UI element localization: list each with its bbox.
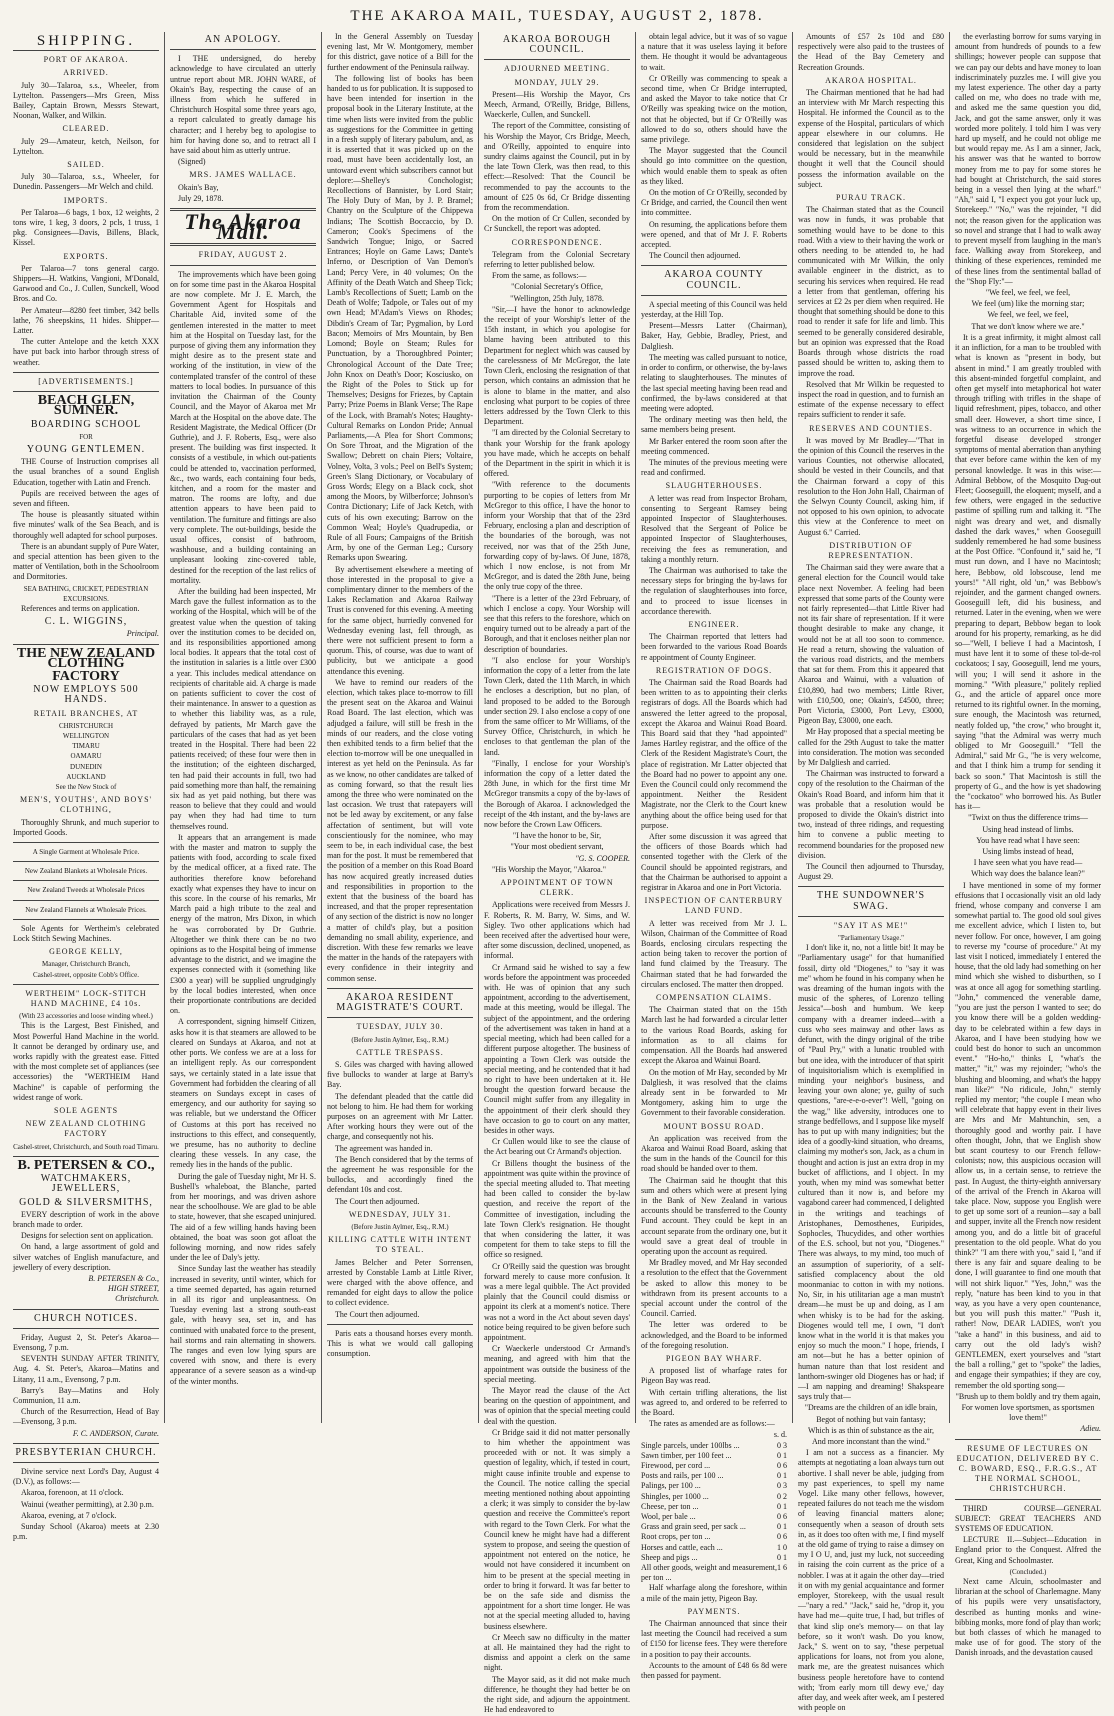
council-text: Cr Bridge said it did not matter personally to him whether the appointment was proceeded with or not. It was simply a question of legality, which, if tested in court, might cause infinite trouble and expense to the Council. The notice calling the special meeting mentioned nothing about appointing a clerk; it was simply to consider the by-law question and receive the Committee's report with regard to the Town Clerk. For what the Council knew he might have had a different system to propose, and seeing the question of appointment not entered on the notice, he would not have considered it incumbent on him to be present at the special meeting in order to bring it forward. It was far better to be on the safe side and dismiss the appointment for a short time longer. He was not at the special meeting alluded to, having business elsewhere.	[484, 1427, 630, 1631]
editorial-text: The improvements which have been going on for some time past in the Akaroa Hospital are now complete. Mr J. E. March, the Government Agent for Hospitals and Charitable Aid, invited some of the gentlemen interested in the matter to meet him at the Hospital on Tuesday last, for the purpose of giving them any information they might desire as to the present state and working of the institution, in view of the contemplated transfer of the control of these matters to local bodies. In pursuance of this invitation the Chairman of the County Council, and the Mayor of Akaroa met Mr March at the Hospital on the above date. The Resident Magistrate, the Medical Officer (Dr Guthrie), and J. F. Roberts, Esq., were also present. The building was first inspected. It consists of a vestibule, in which out-patients could be attended to, vaccination performed, &c., two wards, each containing four beds, kitchen, and a room for the master and matron. The rooms are lofty, and due attention appears to have been paid to ventilation. The furniture and fittings are also very complete. The out-buildings, beside the usual offices, consist of bathroom, washhouse, and a building containing an unpleasant looking zinc-covered table, destined for the reception of the last relics of mortality.	[170, 269, 316, 585]
council-text: On the motion of Cr O'Reilly, seconded by Cr Bridge, and carried, the Council then went into committee.	[641, 188, 787, 218]
rate-value: 0 6	[777, 1532, 787, 1542]
section-heading: SLAUGHTERHOUSES.	[665, 481, 763, 491]
rate-item: Posts and rails, per 100 ...	[641, 1471, 724, 1481]
presbyterian-heading: PRESBYTERIAN CHURCH.	[15, 1446, 157, 1458]
lecture-heading: RESUME OF LECTURES ON EDUCATION, DELIVERED BY C. C. BOWARD, ESQ., F.R.G.S., AT THE NORMAL SCHOOL, CHRISTCHURCH.	[956, 1443, 1100, 1494]
verse-line: Using head instead of limbs.	[982, 824, 1074, 834]
council-text: The Chairman was authorised to take the necessary steps for bringing the by-laws for the regulation of slaughterhouses into force, and to proceed to issue licenses in accordance therewith.	[641, 565, 787, 616]
column-7	[950, 32, 1106, 1658]
council-text: The Chairman stated that on the 15th March last he had forwarded a circular letter to the various Road Boards, asking for information as to all claims for compensation. All the Boards had answered except the Akaroa and Wainui Board.	[641, 1005, 787, 1066]
council-text: With certain trifling alterations, the list was agreed to, and ordered to be referred to the Board.	[641, 1387, 787, 1417]
apology-signature: MRS. JAMES WALLACE.	[189, 170, 297, 180]
council-text: The letter was ordered to be acknowledged, and the Board to be informed of the foregoing resolution.	[641, 1320, 787, 1350]
council-text: "With reference to the documents purporting to be copies of letters from Mr McGregor to this office, I have the honor to inform your Worship that that of the 23rd February, enclosing a plan and description of the boundaries of the borough, was not received, nor was that of the 25th June, forwarding copy of by-laws. Of June, 1878, which I now enclose, is not from Mr McGregor, and is dated the 28th June, being the only true copy of the three.	[484, 480, 630, 592]
shipping-note: The cutter Antelope and the ketch XXX have put back into harbor through stress of weather.	[13, 337, 159, 367]
council-text: The Chairman announced that since their last meeting the Council had received a sum of £150 for license fees. They were therefore in a position to pay their accounts.	[641, 1619, 787, 1659]
council-text: "I am directed by the Colonial Secretary to thank your Worship for the frank apology you have made, which he accepts on behalf of the Department in the spirit in which it is offered.	[484, 428, 630, 479]
school-text: THE Course of Instruction comprises all the usual branches of a sound English Education, together with Latin and French.	[13, 457, 159, 487]
cleared-heading: CLEARED.	[62, 124, 110, 134]
presbyterian-text: Akaroa, forenoon, at 11 o'clock.	[21, 1488, 124, 1498]
council-text: The Mayor read the clause of the Act bearing on the question of appointment, and was of opinion that the special meeting could deal with the question.	[484, 1386, 630, 1426]
rate-row	[641, 1451, 787, 1461]
court-before: (Before Justin Aylmer, Esq., R.M.)	[351, 1035, 449, 1044]
letter-header: "Colonial Secretary's Office,	[511, 282, 603, 292]
principal-name: C. L. WIGGINS,	[44, 616, 128, 628]
council-text: Cr Billens thought the business of the appointment was quite within the province of the special meeting alluded to. That meeting had been called to consider the by-law question, and receive the report of the Committee of investigation, including the late Town Clerk's resignation. He thought that when considering the latter, it was competent for them to take steps to fill the office so resigned.	[484, 1158, 630, 1260]
presbyterian-text: Divine service next Lord's Day, August 4 (D.V.), as follows:—	[13, 1466, 159, 1487]
council-text: The Chairman stated that as the Council was now in funds, it was probable that something would have to be done to this road. With a view to their having the work or others needing to be attended to, he had communicated with Mr Wilkin, the only available engineer in the district, as to securing his services when required. He read a letter from that gentleman, offering his services at £2 2s per diem when required. He thought that something should be done to this road to render it safe for life and limb. This seemed to be generally considered desirable, but an opinion was expressed that the Road Boards through whose districts the road passed should be written to, asking them to improve the road.	[798, 205, 944, 378]
exports-entry: Per Talaroa—7 tons general cargo. Shippers—H. Watkins, Vangioni, M'Donald, Garwood and Co., J. Cullen, Sunckell, Wood Bros. and Co.	[13, 263, 159, 304]
court-text: The agreement was handed in.	[335, 1143, 433, 1153]
news-text: By advertisement elsewhere a meeting of those interested in the proposal to give a complimentary dinner to the members of the Lakes Reclamation and Akaroa Railway Trust is convened for this evening. A meeting for the same object, hurriedly convened for Wednesday evening last, fell through, as there were not sufficient present to form a quorum. This, of course, was due to want of publicity, but we anticipate a good attendance this evening.	[327, 564, 473, 676]
council-text: The Chairman mentioned that he had had an interview with Mr March respecting this Hospital. He informed the Council as to the expense of the Hospital, particulars of which appear elsewhere in our columns. He considered that legislation on the subject would be necessary, but in the meanwhile thought it well that the Council should possess the information available on the subject.	[798, 88, 944, 189]
rate-item: All other goods, weight and measurement, per ton ...	[641, 1563, 777, 1583]
school-text: There is an abundant supply of Pure Water, and special attention has been given to the matter of Ventilation, both in the Schoolroom and Dormitories.	[13, 541, 159, 582]
church-text: Barry's Bay—Matins and Holy Communion, 11 a.m.	[13, 1385, 159, 1405]
manager-title: Manager, Christchurch Branch,	[42, 960, 130, 969]
council-text: An application was received from the Akaroa and Wainui Road Board, asking that the sum in the hands of the Council for this road should be handed over to them.	[641, 1133, 787, 1174]
petersen-text: On hand, a large assortment of gold and silver watches of English manufacture, and jewellery of every description.	[13, 1242, 159, 1272]
letter-closing: "Your most obedient servant,	[510, 842, 604, 852]
rate-row	[641, 1502, 787, 1512]
sailed-heading: SAILED.	[67, 160, 105, 170]
sailed-entry: July 30—Talaroa, s.s., Wheeler, for Dunedin. Passengers—Mr Welch and child.	[13, 172, 159, 192]
section-heading: AKAROA HOSPITAL.	[825, 75, 917, 85]
court-date: WEDNESDAY, JULY 31.	[348, 1209, 452, 1219]
rate-value: 0 3	[777, 1440, 787, 1450]
council-text: From the same, as follows:—	[492, 271, 587, 281]
boarding-school-title: BOARDING SCHOOL	[30, 418, 142, 430]
section-heading: PIGEON BAY WHARF.	[665, 1353, 763, 1363]
council-text: Cr Armand said he wished to say a few words before the appointment was proceeded with. He was of opinion that any such appointment, according to the advertisement, made at this meeting, would be illegal. The subject of the appointment, and the ordering of the advertisement was taken in hand at a special meeting, which had been called for a different purpose altogether. The business of appointing a Town Clerk was outside the special meeting, and he contended that it had no right to have been undertaken at it. He brought the question forward because the Council might suffer from any illegality in the appointment of their clerk should they have occasion to go to court on any matter, besides in other ways.	[484, 962, 630, 1135]
section-heading: RESERVES AND COUNTIES.	[809, 423, 933, 433]
rate-value: 0 6	[777, 1512, 787, 1522]
council-text: A proposed list of wharfage rates for Pigeon Bay was read.	[641, 1366, 787, 1386]
rates-header: s. d.	[773, 1430, 787, 1440]
presbyterian-text: Sunday School (Akaroa) meets at 2.30 p.m.	[13, 1521, 159, 1542]
apology-date: July 29, 1878.	[178, 193, 224, 203]
verse-line: "Brush up to them boldly and try them again,	[955, 1391, 1101, 1401]
court-text: S. Giles was charged with having allowed five bullocks to wander at large at Barry's Bay.	[327, 1059, 473, 1090]
port-heading: PORT OF AKAROA.	[43, 55, 129, 65]
swag-text: I am not a success as a financier. My attempts at negotiating a loan always turn out abortive. I shall never be able, judging from my past experiences, to spell my name Vogel. Like many other fellows, however, repeated failures do not teach me the wisdom of leaving financial matters alone; consequently when a season of drouth sets in, as it does too often with me, I find myself at the old game of trying to raise a dimsey on my I O U, and, just my luck, not succeeding in raising the coin current as the price of a nobbler. I was at it again the other day—tried it on with my genial acquaintance and former employer, Storekeep, with the usual result —"nary a red." "Jack," said he, "drop it, you have had me—quite true, I had, but trifles of that kind slip one's memory— on that lay before, so it won't wash. Do you know, Jack," S. went on to say, "these perpetual applications for loans, not from you alone, mark me, are the greatest nuisances which business people heretofore have to contend with; 'from early morn till dewy eve,' day after day, and week after week, am I pestered with people on	[798, 1448, 944, 1713]
church-text: Friday, August 2, St. Peter's Akaroa—Evensong, 7 p.m.	[13, 1332, 159, 1352]
imports-entry: Per Talaroa—6 bags, 1 box, 12 weights, 2 tons wire, 1 keg, 3 doors, 2 pcls, 1 truss, 1 pkg. Consignees—Davis, Billens, Black, Kissel.	[13, 207, 159, 248]
swag-text: I don't like it, no, not a little bit! It may be "Parliamentary usage" for that humanified fossil, dirty old "Diogenes," to "say it was me" whom he found in his company when he was dreaming of the human ingots with the music of the spheres, of Lorenzo telling Jessica"—bosh and humbum. We keep company with a dreamer indeed—with a cuss who sees mainway and other laws as defunct, with the dingy original of the tribe of "Paul Pry," with a lunatic troubled with but one idea, with the introducer of that spirit of inquisitorialism which is exemplified in minding your neighbor's business, and leaving your own alone; ye, guilty of such questions, "are-e-e-o-ever"! Well, "going on the wag," like adversity, introduces one to strange bedfellows, and I suppose like myself has to put up with many indignities; but the idea of a goodly-kind situation, who dreams, claiming my mother's son, Jack, as a chum in thought and action is just an extra drop in my bucket of afflictions, and I object. In my youth, when my mind was somewhat better cultured than it now is, and before my vagabond career had commenced, I delighted in the writings and teachings of Aristophanes, Demosthenes, Euripides, Sophocles, Thucydides, and other worthies of the E.S. school, but not you, "Diogenes." There was always, to my mind, too much of an assumption of superiority, of a self-satisfied complacency about the old moonmaniac to cotton in with my notions. No, Sir, in his utilitarian age a man mustn't dream—he must be up and doing, as I am when whisky is to be had for the asking. Diogenes would tell me, I own, "I don't know what in the world it is that makes you enjoy so much the moon." I hope, friends, I am not—but he has a better opinion of human nature than that lost resident and lanthorn-swinger old Diogenes has or had; if—I am napping and dreaming! Shakspeare says truly that—	[798, 943, 944, 1402]
clothing-offer: New Zealand Tweeds at Wholesale Prices	[27, 886, 145, 895]
column-5	[636, 32, 793, 1681]
sole-agents-heading: SOLE AGENTS	[53, 1106, 119, 1116]
council-text: Applications were received from Messrs J. F. Roberts, R. M. Barry, W. Sims, and W. Sigley. Two other applications which had been received after the advertised hour were, after some discussion, declined, unopened, as informal.	[484, 900, 630, 961]
council-text: The Mayor suggested that the Council should go into committee on the question, which would enable them to speak as often as they liked.	[641, 146, 787, 186]
section-heading: APPOINTMENT OF TOWN CLERK.	[500, 878, 614, 898]
rate-value: 0 1	[777, 1450, 787, 1460]
council-text: The Mayor said, as it did not make much difference, he thought they had better be on the right side, and adjourn the appointment. He had endeavored to	[484, 1674, 630, 1715]
council-text: The Chairman said they were aware that a general election for the Council would take place next November. A feeling had been expressed that some parts of the County were not fairly represented—that Little River had not its fair share of representation. If it were thought desirable to make any change, it would not be at all too soon to commence. He read a return, showing the valuation of the various road districts, and the members that sat for them. From this it appeared that Akaroa and Wainui, with a valuation of £10,890, had two members; Little River, with £10,500, one; Okain's, £4500, three; Port Victoria, £3000, Port Levy, £3000, Pigeon Bay, £3000, one each.	[798, 563, 944, 726]
borough-council-heading: AKAROA BOROUGH COUNCIL.	[502, 34, 612, 56]
letter-signature: "G. S. COOPER.	[575, 853, 630, 863]
verse-line: We feel (um) like the morning star;	[971, 299, 1085, 309]
rate-row	[641, 1532, 787, 1542]
council-text: The Chairman reported that letters had been forwarded to the various Road Boards re appointment of County Engineer.	[641, 632, 787, 662]
rate-item: Sheep and pigs ...	[641, 1552, 698, 1562]
columns	[8, 32, 1106, 1715]
council-text: The rates as amended are as follows:—	[649, 1419, 775, 1429]
rates-table	[641, 1441, 787, 1584]
court-heading: AKAROA RESIDENT MAGISTRATE'S COURT.	[336, 991, 464, 1014]
petersen-sign: Christchurch.	[115, 1294, 159, 1304]
apology-place: Okain's Bay,	[178, 182, 219, 192]
section-heading: MOUNT BOSSU ROAD.	[663, 1121, 765, 1131]
rate-value: 0 3	[777, 1481, 787, 1491]
arrived-heading: ARRIVED.	[63, 68, 109, 78]
council-text: Mr Hay proposed that a special meeting be called for the 29th August to take the matter into consideration. The motion was seconded by Mr Dalgliesh and carried.	[798, 727, 944, 768]
rate-value: 0 1	[777, 1471, 787, 1481]
petersen-sign: B. PETERSEN & Co.,	[88, 1273, 159, 1283]
letter-closing: "I have the honor to be, Sir,	[512, 831, 602, 841]
court-text: The Court then adjourned.	[335, 1196, 420, 1206]
masthead: THE AKAROA MAIL, TUESDAY, AUGUST 2, 1878.	[350, 8, 764, 24]
council-text: It was moved by Mr Bradley—"That in the opinion of this Council the reserves in the various Counties, not otherwise allocated, should be vested in their Councils, and that the Chairman forward a copy of this resolution to the Hon John Hall, Chairman of the Selwyn County Council, asking him, if not opposed to his own opinion, to advocate this view at the Conference to meet on August 6." Carried.	[798, 435, 944, 537]
council-text: "Finally, I enclose for your Worship's information the copy of a letter dated the 28th June, in which for the first time Mr McGregor transmits a copy of the by-laws of the Borough of Akaroa. I acknowledged the receipt of the 4th instant, and the by-laws are now before the Crown Law Officers.	[484, 758, 630, 830]
school-text: References and terms on application.	[21, 603, 140, 613]
manager-name: GEORGE KELLY,	[49, 947, 123, 957]
council-text: Resolved that Mr Wilkin be requested to inspect the road in question, and to furnish an estimate of the expense necessary to effect repairs sufficient to render it safe.	[798, 379, 944, 420]
sole-agents-address: Cashel-street, Christchurch, and South road Timaru.	[13, 1142, 159, 1151]
rate-value: 1 0	[777, 1542, 787, 1552]
clothing-offer: New Zealand Blankets at Wholesale Prices.	[24, 867, 148, 876]
council-text: Mr Barker entered the room soon after the meeting commenced.	[641, 436, 787, 456]
section-heading: COMPENSATION CLAIMS.	[655, 993, 772, 1003]
court-before: (Before Justin Aylmer, Esq., R.M.)	[351, 1222, 449, 1231]
editorial-text: Since Sunday last the weather has steadily increased in severity, until winter, which for a time seemed departed, has again returned in all its rigor and unpleasantness. On Tuesday evening last a strong south-east gale, with heavy sea, set in, and has continued with unabated force to the present, hail storms and rain alternating in showers. The ranges and even low lying spurs are covered with snow, and there is every appearance of a severe season as a wind-up of the winter months.	[170, 1264, 316, 1386]
petersen-sub: WATCHMAKERS, JEWELLERS,	[40, 1173, 132, 1195]
court-date: TUESDAY, JULY 30.	[356, 1022, 444, 1032]
principal-title: Principal.	[126, 629, 159, 639]
council-text: The Chairman was instructed to forward a copy of the resolution to the Chairman of the Okain's Road Board, and inform him that it was probable that a resolution would be proposed to divide the Okain's district into two, instead of three ridings, and requesting him to convene a public meeting to recommend boundaries for the proposed new division.	[798, 769, 944, 860]
council-text: Accounts to the amount of £48 6s 8d were then passed for payment.	[641, 1660, 787, 1681]
rate-row	[641, 1553, 787, 1563]
council-text: The minutes of the previous meeting were read and confirmed.	[641, 457, 787, 478]
church-text: Church of the Resurrection, Head of Bay—Evensong, 3 p.m.	[13, 1407, 159, 1427]
apology-text: I THE undersigned, do hereby acknowledge to have circulated an utterly untrue report about MR. JOHN WARE, of Okain's Bay, respecting the cause of an illness from which he suffered in Christchurch Hospital some three years ago, a report calculated to greatly damage his character; and I hereby beg to apologise to him for having done so, and to retract all I have said about him as utterly untrue.	[170, 54, 316, 156]
council-text: Cr O'Reilly said the question was brought forward merely to cause more confusion. It was a mere legal quibble. The Act provided plainly that the Council could dismiss or appoint its clerk at a moment's notice. There was not a word in the Act about seven days' notice being required to be given before such appointment.	[484, 1261, 630, 1342]
swag-text: It is a great infirmity, it might almost call it an infliction, for a man to be troubled with what is known as "present in body, but absent in mind." I am greatly troubled with this absent-minded forgetful complaint, and often get myself into metaphorical hot water through trifling with trifles in the shape of liquid refreshment, pipes, tobacco, and other small deer. However, a short time since, I was witness to an occurrence in which the forgetful disease developed stronger symptoms of mental aberration than anything that ever before came within the ken of my personal knowledge. It was in this wise:—Admiral Bebbow, of the Mosquito Dug-out Fleet; Gooseguill, the eloquent; myself, and a few others, were engaged in the seductive pastime of spilling rum and talking it. "The night was dreary and wet, and dismally dashed the dark waves," when Gooseguill suddenly remembered he had some business at the Post Office. "Confound it," said he, "I must run down, and I have no Macintosh; here, Bebbow, old lobscouse, lend me yours!" "All right, old 'un," was Bebbow's rejoinder, and the garment changed owners. Gooseguill left, did his business, and returned. Later in the evening, when we were preparing to depart, Bebbow began to look around for his property, remarking, as he did so—"Well, I believe I had a Macintosh, I must have lent it to some of these tol-de-rol cockatoos; I say, Gooseguill, lend me yours, will you; I will send it ashore in the morning." "With pleasure," politely replied G., and the article of apparel once more returned to its rightful owner. In the morning, sure enough, the Macintosh was returned, neatly folded up, "the crow," who brought it, saying "that the Admiral was werry much obliged to Mr Gooseguill." "Tell the Admiral," said Mr G., "he is very welcome, and that I think him a trump for sending it back so soon." That Macintosh is still the property of G., and the how is yet shadowing the "cockatoo" who borrowed his. As Butler has it—	[955, 332, 1101, 812]
news-text: Paris eats a thousand horses every month. This is what we would call galloping consumption.	[327, 1328, 473, 1359]
letter-address: "His Worship the Mayor, "Akaroa."	[492, 864, 606, 874]
council-text: After some discussion it was agreed that the officers of those Boards which had consented together with the Clerk of the Council should be appointed registrars, and that the Chairman be authorised to appoint a registrar in Akaroa and one in Port Victoria.	[641, 832, 787, 893]
presbyterian-text: Wainui (weather permitting), at 2.30 p.m.	[21, 1499, 154, 1509]
council-text: A special meeting of this Council was held yesterday, at the Hill Top.	[641, 299, 787, 320]
court-text: The defendant pleaded that the cattle did not belong to him. He had them for working purposes on an agreement with Mr Latter. After working hours they were out of the charge, and consequently not his.	[327, 1091, 473, 1142]
lecture-concluded: (Concluded.)	[1009, 1567, 1047, 1576]
verse-line: "Dreams are the children of an idle brain,	[804, 1403, 938, 1413]
swag-signoff: Adieu.	[1080, 1424, 1101, 1434]
council-text: Present—His Worship the Mayor, Crs Meech, Armand, O'Reilly, Bridge, Billens, Waeckerle, Cullen, and Sunckell.	[484, 89, 630, 120]
rate-value: 0 1	[777, 1552, 787, 1562]
verse-line: You have read what I have seen:	[976, 835, 1080, 845]
meeting-date: MONDAY, JULY 29.	[514, 77, 600, 87]
clothing-text: See the New Stock of	[55, 783, 117, 791]
news-text: The following list of books has been handed to us for publication. It is supposed to have been intended for insertion in the proposal book in the Literary Institute, at the time when lists were invited from the public as suggestions for the Committee in getting in a fresh supply of literary pabulum, and, as it is asserted that it was picked up on the road, must have been accidentally lost, an untoward event which subscribers cannot but deplore:—Shelley's Conchologist; Recollections of Bannister, by Lord Stair; The Holy Duty of Man, by J. P. Bramel; Chantry on the Sculpture of the Chippewa Indians; The Scottish Boccaccio, by D. Cameron; Cook's Specimens of the Sandwich Tongue; Inigo, or Sacred Entrances; Hoyle on Game Laws; Dante's Inferno, or Description of Van Demon's Land; Percy Vere, in 40 volumes; On the Affinity of the Death Watch and Sheep Tick; Lamb's Recollections of Suett; Lamb on the Death of Wolfe; Tadpole, or Tales out of my own Head; M'Adam's Views on Rhodes; Dibdin's Cream of Tar; Pygmalion, by Lord Bacon; Memoirs of Mrs Mountain, by Ben Lomond; Boyle on Steam; Rules for Punctuation, by a Thoroughbred Pointer; Chronological Account of the Date Tree; John Knox on Death's Door; Kosciusko, on the Right of the Poles to Stick up for Themselves; Designs for Friezes, by Captain Parry; Prize Poems in Blank Verse; The Rape of the Lock, with Bramah's Notes; Haughty-Cultural Remarks on London Pride; Annual Parliaments,—A Plea for Short Commons; On Sore Throat, and the Migration of the Swallow; Debrett on chain Piers; Voltaire, Volney, Volta, 3 vols.; Peel on Bell's System; Green's Slang Dictionary, or Vocabulary of Gross Words; Elegy on a Black cock, shot among the Moors, by Wilberforce; Johnson's Contra Dictionary; Life of Jack Ketch, with cuts of his own executing; Barrow on the Common Weal; Hoyle's Quadrupedia, or Rule of all Fours; Campaigns of the British Arm, by one of the German Leg.; Cursory Remarks upon Swearing.	[327, 73, 473, 563]
council-text: Telegram from the Colonial Secretary referring to letter published below.	[484, 249, 630, 270]
apology-heading: AN APOLOGY.	[204, 34, 282, 45]
clothing-factory-employs: NOW EMPLOYS 500 HANDS.	[33, 684, 139, 706]
shipping-heading: SHIPPING.	[36, 33, 136, 49]
petersen-text: Designs for selection sent on application.	[21, 1231, 153, 1241]
rate-row	[641, 1441, 787, 1451]
branches-heading: RETAIL BRANCHES, AT	[33, 708, 139, 718]
rate-item: Shingles, per 1000 ...	[641, 1491, 709, 1501]
cleared-entry: July 29—Amateur, ketch, Neilson, for Lyttelton.	[13, 136, 159, 156]
letter-header: "Wellington, 25th July, 1878.	[510, 293, 604, 303]
church-text: SEVENTH SUNDAY AFTER TRINITY, Aug. 4. St. Peter's, Akaroa—Matins and Litany, 11 a.m., Evensong, 7 p.m.	[13, 1354, 159, 1384]
council-text: A letter was read from Inspector Broham, consenting to Sergeant Ramsey being appointed Inspector of Slaughterhouses. Resolved that the Sergeant of Police be appointed Inspector of Slaughterhouses, receiving the fees as remuneration, and taking a monthly return.	[641, 493, 787, 564]
council-text: The ordinary meeting was then held, the same members being present.	[641, 415, 787, 435]
court-text: James Belcher and Peter Sorrensen, arrested by Constable Lamb at Little River, were charged with the above offence, and remanded for eight days to allow the police to collect evidence.	[327, 1257, 473, 1308]
rate-row	[641, 1471, 787, 1481]
verse-line: "We feel, we feel, we feel,	[985, 288, 1071, 298]
section-heading: PURAU TRACK.	[835, 193, 907, 203]
verse-line: Which way does the balance lean?"	[971, 869, 1085, 879]
petersen-text: EVERY description of work in the above branch made to order.	[13, 1209, 159, 1229]
rate-item: Sawn timber, per 100 feet ...	[641, 1450, 732, 1460]
swag-text: the everlasting borrow for sums varying in amount from hundreds of pounds to a few shillings; however people can suppose that we can pay our debts and have money to loan indiscriminately puzzles me. I will give you my latest experience. The other day a party called on me, who does no trade with me, and asked me the same question you did, Jack, and got the same answer, only it was worded more politely. I told him I was very hard up myself, and he could not oblige me but would repay me. As I am a sinner, Jack, his answer was that he wanted to borrow money from me to pay for some stores he had bought at Christchurch, the said stores being in a vessel then lying at the wharf." "Ah," said I, "I expect you got your luck up, Storekeep." "No," was the rejoinder, "I did not; the reason given for the application was so novel and strange that I had to walk away to prevent myself from laughing in the man's face. Walking away from Storekeep, and thinking of these experiences, reminded me of these lines from the sentimental ballad of the "Shop Fly:"—	[955, 32, 1101, 286]
council-text: On the motion of Mr Hay, seconded by Mr Dalgliesh, it was resolved that the claims already sent in be forwarded to Mr Montgomery, asking him to urge the Government to their favorable consideration.	[641, 1067, 787, 1118]
advertisements-heading: [ADVERTISEMENTS.]	[38, 376, 134, 386]
branch-item: OAMARU	[70, 752, 102, 761]
court-case-title: CATTLE TRESPASS.	[356, 1047, 444, 1057]
swag-text: I have mentioned in some of my former effusions that I occasionally visit an old lady friend, whose company and converse I am somewhat partial to. The good old soul gives me excellent advice, which I listen to, but never follow. For once, however, I am going to reverse my "course of procedure." At my last visit I noticed, immediately I entered the house, that the old lady had something on her mind which she wished to disburthen, so I was at once all agog for something startling. "John," commenced the venerable dame, "you are just the person I wanted to see; do you know there will be a golden wedding-day to be celebrated within a few days in Akaroa, and I have been studying how we could best do honor to such an uncommon event." "Ho-ho," thinks I, "what's the matter," "it," was my rejoinder; "who's the blushing and blooming, and what's the happy man like?" "No ridicule, John," sternly replied my mentor; "the couple I mean who will celebrate that happy event in their lives are Mrs and Mr Mahtunchin, sen, a thoroughly good and worthy pair. I have often thought, John, that we English show but scant courtesy to our French fellow-colonists; now, this auspicious occasion will allow us, in a certain sense, to retrieve the past. In August, the thirty-eighth anniversary of the arrival of the French in Akaroa will take place. Now, suppose you English were to get up some sort of a reunion—say a ball and supper, invite all the French now resident among you, and do a little bit of graceful presentation to the old people. What do you think?" "I am there with you," said I, "and if there is any fair and square dealing to be done, I will guarantee to find one mouth that will not shirk liquor." "Yes, John," was the reply, "nature has been kind to you in that way, as you have a very open countenance, but you will push this matter." "Push it, rather! Now, DEAR LADIES, won't you "take a hand" in this business, and aid to carry out the old lady's wish? GENTLEMEN, exert yourselves and "start the ball a rolling," get to "spoke" the ladies, and engage their sympathies; if they are coy, remember the old sporting song—	[955, 880, 1101, 1390]
column-1	[8, 32, 165, 1542]
council-text: The Chairman said the Road Boards had been written to as to appointing their clerks registrars of dogs. All the Boards which had answered the letter agreed to the proposal, except the Akaroa and Wainui Road Board. This Board said that they "had appointed" James Hartley registrar, and the office of the Clerk of the Resident Magistrate's Court, the place of registration. Mr Latter objected that the Board had no power to appoint any one. Even the Council could only recommend the appointment. Neither the Resident Magistrate, nor the Clerk to the Court knew anything about the office being used for that purpose.	[641, 677, 787, 830]
verse-line: "Twixt on thus the difference trims—	[968, 813, 1088, 823]
rate-item: Palings, per 100 ...	[641, 1481, 701, 1491]
column-2	[165, 32, 322, 1423]
verse-line: We feel, we feel, we feel,	[987, 310, 1069, 320]
council-text: obtain legal advice, but it was of so vague a nature that it was useless laying it before them. He thought it would be advantageous to wait.	[641, 32, 787, 72]
church-curate: F. C. ANDERSON, Curate.	[72, 1428, 159, 1438]
editorial-text: After the building had been inspected, Mr March gave the fullest information as to the working of the Hospital, which will be of the greatest value when the question of taking over the institution comes to be decided on, and its responsibilities apportioned among local bodies. It appears that the total cost of the institution in salaries is a little over £300 a year. This includes medical attendance on recipients of charitable aid. A charge is made on patients sufficient to cover the cost of their maintenance. In answer to a question as to whether this liability was, as a rule, defrayed by patients, Mr March gave the particulars of the cases that had as yet been treated in the Hospital. There had been 22 patients received; of these four were then in the institution; of the eighteen discharged, ten had paid their accounts in full, two had paid something more than half, the remaining six had as yet paid nothing, but there was reason to believe that they could and would pay when they had had time to turn themselves round.	[170, 586, 316, 831]
court-case-title: KILLING CATTLE WITH INTENT TO STEAL.	[328, 1235, 472, 1255]
council-text: The Chairman said he thought that this sum and others which were at present lying in the Bank of New Zealand in various accounts should be transferred to the County Fund account. They could be kept in an account separate from the ordinary one, but it would save a great deal of trouble in operating upon the account as required.	[641, 1175, 787, 1256]
section-heading: PAYMENTS.	[687, 1606, 741, 1616]
petersen-sub-2: GOLD & SILVERSMITHS,	[19, 1196, 153, 1208]
lecture-course: THIRD COURSE—GENERAL SUBJECT: GREAT TEACHERS AND SYSTEMS OF EDUCATION.	[955, 1503, 1101, 1534]
council-text: Cr Cullen would like to see the clause of the Act bearing out Cr Armand's objection.	[484, 1137, 630, 1157]
editorial-text: A correspondent, signing himself Citizen, asks how it is that steamers are allowed to be cleared on Sundays at Akaroa, and not at other ports. We confess we are at a loss for an intelligent reply. As our correspondent says, we certainly stated in a late issue that Government had forbidden the clearing of all steamers on Sundays except in cases of emergency, and our authority for saying so was reliable, but we understand the Officer of Customs at this port has received no instructions to this effect, and consequently, we presume, has no authority to decline clearing these vessels. In any case, the remedy lies in the hands of the public.	[170, 1017, 316, 1170]
court-text: The Bench considered that by the terms of the agreement he was responsible for the bullocks, and accordingly fined the defendant 10s and cost.	[327, 1154, 473, 1195]
council-text: Amounts of £57 2s 10d and £80 respectively were also paid to the trustees of the Head of the Bay Cemetery and Recreation Grounds.	[798, 32, 944, 72]
rate-row	[641, 1512, 787, 1522]
council-text: Cr O'Reilly was commencing to speak a second time, when Cr Bridge interrupted, and asked the Mayor to take notice that Cr O'Reilly was speaking twice on the motion, not that he objected, but if Cr O'Reilly was allowed to do so, others should have the same privilege.	[641, 73, 787, 145]
rate-value: 0 2	[777, 1491, 787, 1501]
section-heading: INSPECTION OF CANTERBURY LAND FUND.	[644, 896, 784, 916]
manager-address: Cashel-street, opposite Cobb's Office.	[33, 970, 139, 979]
petersen-sign: HIGH STREET,	[108, 1284, 159, 1294]
rate-value: 0 1	[777, 1501, 787, 1511]
council-text: Cr Meech saw no difficulty in the matter at all. He maintained they had the right to dismiss and appoint a clerk on the same night.	[484, 1632, 630, 1673]
rate-item: Cheese, per ton ...	[641, 1501, 699, 1511]
imports-heading: IMPORTS.	[63, 195, 109, 205]
branch-item: AUCKLAND	[66, 772, 106, 781]
editorial-text: During the gale of Tuesday night, Mr H. S. Bushell's whaleboat, the Blanche, parted from her moorings, and was driven ashore near the schoolhouse. We are glad to be able to state, however, that she escaped uninjured. The aid of a few willing hands having been obtained, the boat was soon got afloat the following morning, and now rides safely under the lee of Daly's jetty.	[170, 1171, 316, 1263]
verse-line: Using limbs instead of head,	[982, 847, 1074, 857]
wertheim-sub: (With 23 accessories and loose winding wheel.)	[19, 1012, 153, 1021]
council-text: The Council then adjourned to Thursday, August 29.	[798, 862, 944, 882]
council-text: On resuming, the applications before them were opened, and that of Mr J. F. Roberts accepted.	[641, 219, 787, 250]
issue-date: FRIDAY, AUGUST 2.	[198, 250, 288, 260]
young-gentlemen-title: YOUNG GENTLEMEN.	[26, 443, 146, 455]
council-text: A letter was received from Mr J. L. Wilson, Chairman of the Committee of Road Boards, enclosing circulars respecting the action being taken to recover the portion of land fund claimed by the Treasury. The Chairman stated that he had forwarded the circulars enclosed. The matter then dropped.	[641, 918, 787, 989]
verse-line: And more inconstant than the wind."	[812, 1437, 930, 1447]
rate-row	[641, 1461, 787, 1471]
verse-line: That we don't know where we are."	[971, 321, 1085, 331]
rate-item: Grass and grain seed, per sack ...	[641, 1522, 746, 1532]
rate-row	[641, 1543, 787, 1553]
swag-heading: THE SUNDOWNER'S SWAG.	[816, 890, 926, 912]
school-activities: SEA BATHING, CRICKET, PEDESTRIAN EXCURSIONS.	[23, 584, 149, 603]
section-heading: REGISTRATION OF DOGS.	[655, 665, 773, 675]
section-heading: DISTRIBUTION OF REPRESENTATION.	[828, 540, 914, 560]
branch-item: CHRISTCHURCH	[58, 721, 114, 730]
school-text: The house is pleasantly situated within five minutes' walk of the Sea Beach, and is thoroughly well adapted for school purposes.	[13, 510, 159, 540]
rate-value: 0 1	[777, 1522, 787, 1532]
lecture-subject: LECTURE II.—Subject—Education in England prior to the Conquest. Alfred the Great, King and Schoolmaster.	[955, 1535, 1101, 1565]
council-text: "I also enclose for your Worship's information the copy of a letter from the late Town Clerk, dated the 11th March, in which he encloses a description, but no plan, of land proposed to be added to the Borough under section 29. I also enclose a copy of one from the same officer to Mr Williams, of the Survey Office, Christchurch, in which he encloses to that gentleman the plan of the land.	[484, 655, 630, 757]
council-text: Half wharfage along the foreshore, within a mile of the main jetty, Pigeon Bay.	[641, 1583, 787, 1603]
column-6	[793, 32, 950, 1713]
apology-signed: (Signed)	[178, 157, 206, 167]
swag-subheading: "Parliamentary Usage."	[838, 934, 904, 943]
clothing-factory-title-2: FACTORY	[52, 668, 120, 684]
clothing-text: Sole Agents for Wertheim's celebrated Lock Stitch Sewing Machines.	[13, 923, 159, 944]
news-text: In the General Assembly on Tuesday evening last, Mr W. Montgomery, member for this district, gave notice of a Bill for the further endowment of the Peninsula railway.	[327, 32, 473, 72]
exports-heading: EXPORTS.	[63, 251, 109, 261]
county-council-heading: AKAROA COUNTY COUNCIL.	[664, 269, 764, 291]
church-notices-heading: CHURCH NOTICES.	[34, 1312, 138, 1324]
arrival-entry: July 30—Talaroa, s.s., Wheeler, from Lyttelton. Passengers—Mrs Green, Miss Bailey, Captain Brown, Messrs Stewart, Noonan, Walker, and Wilkin.	[13, 80, 159, 121]
clothing-text: MEN'S, YOUTHS', AND BOYS' CLOTHING,	[20, 795, 152, 815]
council-text: "There is a letter of the 23rd February, of which I enclose a copy. Your Worship will see that this refers to the foreshore, which on enquiry turned out to be already a part of the Borough, and that it encloses neither plan nor description of boundaries.	[484, 593, 630, 654]
clothing-offer: A Single Garment at Wholesale Price.	[32, 848, 140, 857]
wertheim-title: WERTHEIM" LOCK-STITCH HAND MACHINE, £4 10s.	[25, 988, 147, 1009]
news-text: We have to remind our readers of the election, which takes place to-morrow to fill the present seat on the Akaroa and Wainui Road Board. The last election, which was adjudged a failure, will still be fresh in the minds of our readers, and the close voting then exhibited tends to a firm belief that the election to-morrow will be one unequalled in interest as yet held on the Peninsula. As far as we know, no other candidates are talked of as coming forward, so that the result lies among the three who were nominated on the last occasion. We trust that ratepayers will not be led away by excitement, or any false affectation of sentiment, but will vote conscientiously for the nominee, who may seem to be, in each individual case, the best man for the post. It must be remembered that the position of a member on this Road Board has now acquired greatly increased duties and responsibilities in proportion to the extent that the business of the board has increased, and that the proper representation of any section of the district is now no longer a matter of child's play, but a position demanding no small ability, experience, and discretion. With these few remarks we leave the matter in the hands of the ratepayers with every confidence in their integrity and common sense.	[327, 677, 473, 983]
rate-row	[641, 1481, 787, 1491]
council-text: Cr Waeckerle understood Cr Armand's meaning, and agreed with him that the appointment was outside the business of the special meeting.	[484, 1344, 630, 1384]
court-text: The Court then adjourned.	[335, 1309, 420, 1319]
rate-value: 1 6	[777, 1563, 787, 1573]
rate-item: Wool, per bale ...	[641, 1512, 696, 1522]
editorial-text: It appears that an arrangement is made with the master and matron to supply the patients with food, according to scale fixed by the medical officer, at a fixed rate. The authorities therefore know beforehand exactly what expenses they have to incur on this score. In the course of his remarks, Mr March paid a high tribute to the zeal and energy of the matron, Mrs Dixon, in which he was corroborated by Dr Guthrie. Altogether we think there can be no two opinions as to the Hospital being of immense advantage to the district, and we imagine the expenses connected with it (something like £300 a year) will be supplied ungrudgingly by the local bodies interested, when once their proportionate contributions are decided on.	[170, 832, 316, 1016]
rate-item: Single parcels, under 100lbs ...	[641, 1440, 740, 1450]
rate-row	[641, 1522, 787, 1532]
beach-glen-title: BEACH GLEN, SUMNER.	[37, 393, 135, 419]
verse-line: Begot of nothing but vain fantasy;	[816, 1414, 926, 1424]
rate-row	[641, 1563, 787, 1583]
verse-line: For women love sportsmen, as sportsmen love them!"	[961, 1403, 1095, 1423]
council-text: On the motion of Cr Cullen, seconded by Cr Sunckell, the report was adopted.	[484, 214, 630, 234]
verse-line: Which is as thin of substance as the air,	[807, 1425, 935, 1435]
sole-agents-name: NEW ZEALAND CLOTHING FACTORY	[25, 1119, 147, 1139]
verse-line: I have seen what you have read—	[973, 858, 1083, 868]
section-heading: ADJOURNED MEETING.	[504, 64, 610, 74]
lecture-text: Next came Alcuin, schoolmaster and librarian at the school of Charlemagne. Many of his pupils were very unsatisfactory, described as hunting monks and wine-bibbing monks, more fond of play than work; but both classes of which he managed to make use of for good. The story of the Danish inroads, and the devastation caused	[955, 1577, 1101, 1658]
section-heading: ENGINEER.	[688, 619, 740, 629]
for-label: FOR	[79, 432, 93, 441]
council-text: The meeting was called pursuant to notice, in order to confirm, or otherwise, the by-laws relating to slaughterhouses. The minutes of the last special meeting having been read and confirmed, the by-laws considered at that meeting were adopted.	[641, 352, 787, 413]
rate-item: Root crops, per ton ...	[641, 1532, 711, 1542]
clothing-factory-title: THE NEW ZEALAND CLOTHING	[16, 645, 156, 671]
rate-item: Firewood, per cord ...	[641, 1461, 711, 1471]
branch-item: WELLINGTON	[62, 731, 110, 740]
section-heading: CORRESPONDENCE.	[511, 237, 603, 247]
branch-item: TIMARU	[72, 742, 100, 751]
branch-item: DUNEDIN	[70, 762, 102, 771]
council-text: "Sir,—I have the honor to acknowledge the receipt of your Worship's letter of the 15th instant, in which you apologise for blame having been attributed to this Department for neglect which was caused by the carelessness of Mr McGregor, the late Town Clerk, enclosing the resignation of that person, which contains an admission that he is alone to blame in the matter, and also enclosing what purport to be copies of three letters addressed by the Town Clerk to this Department.	[484, 304, 630, 427]
exports-entry: Per Amateur—8280 feet timber, 342 bells lathe, 76 sheepskins, 11 hides. Shipper—Latter.	[13, 305, 159, 336]
school-text: Pupils are received between the ages of seven and fifteen.	[13, 488, 159, 508]
rate-row	[641, 1492, 787, 1502]
wertheim-text: This is the Largest, Best Finished, and Most Powerful Hand Machine in the world. It cannot be deranged by ordinary use, and works rapidly with the greatest ease. Fitted with the most complete set of appliances (see accessories) the "WERTHEIM Hand Machine" is capable of performing the widest range of work.	[13, 1021, 159, 1102]
newspaper-flag: The Akaroa Mail.	[184, 209, 302, 245]
rate-item: Horses and cattle, each ...	[641, 1542, 723, 1552]
column-3	[322, 32, 479, 1423]
clothing-offer: New Zealand Flannels at Wholesale Prices.	[25, 905, 147, 914]
petersen-title: B. PETERSEN & CO.,	[17, 1157, 155, 1173]
rate-value: 0 6	[777, 1461, 787, 1471]
clothing-text: Thoroughly Shrunk, and much superior to Imported Goods.	[13, 817, 159, 837]
council-text: The report of the Committee, consisting of his Worship the Mayor, Crs Bridge, Meech, and O'Reilly, appointed to enquire into sundry claims against the Council, put in by the late Town Clerk, was then read, to this effect:—Resolved: That the Council be recommended to pay the accounts to the amount of £25 0s 6d, Cr Bridge dissenting from the recommendation.	[484, 121, 630, 213]
council-text: Present—Messrs Latter (Chairman), Baker, Hay, Gebbie, Bradley, Priest, and Dalgliesh.	[641, 321, 787, 351]
swag-subheading: "SAY IT AS ME!"	[833, 920, 909, 930]
column-4	[479, 32, 636, 1715]
council-text: The Council then adjourned.	[649, 251, 741, 261]
presbyterian-text: Akaroa, evening, at 7 o'clock.	[21, 1510, 117, 1520]
council-text: Mr Bradley moved, and Mr Hay seconded a resolution to the effect that the Government be asked to allow this money to be withdrawn from its present accounts to a special account under the control of the Council. Carried.	[641, 1258, 787, 1319]
